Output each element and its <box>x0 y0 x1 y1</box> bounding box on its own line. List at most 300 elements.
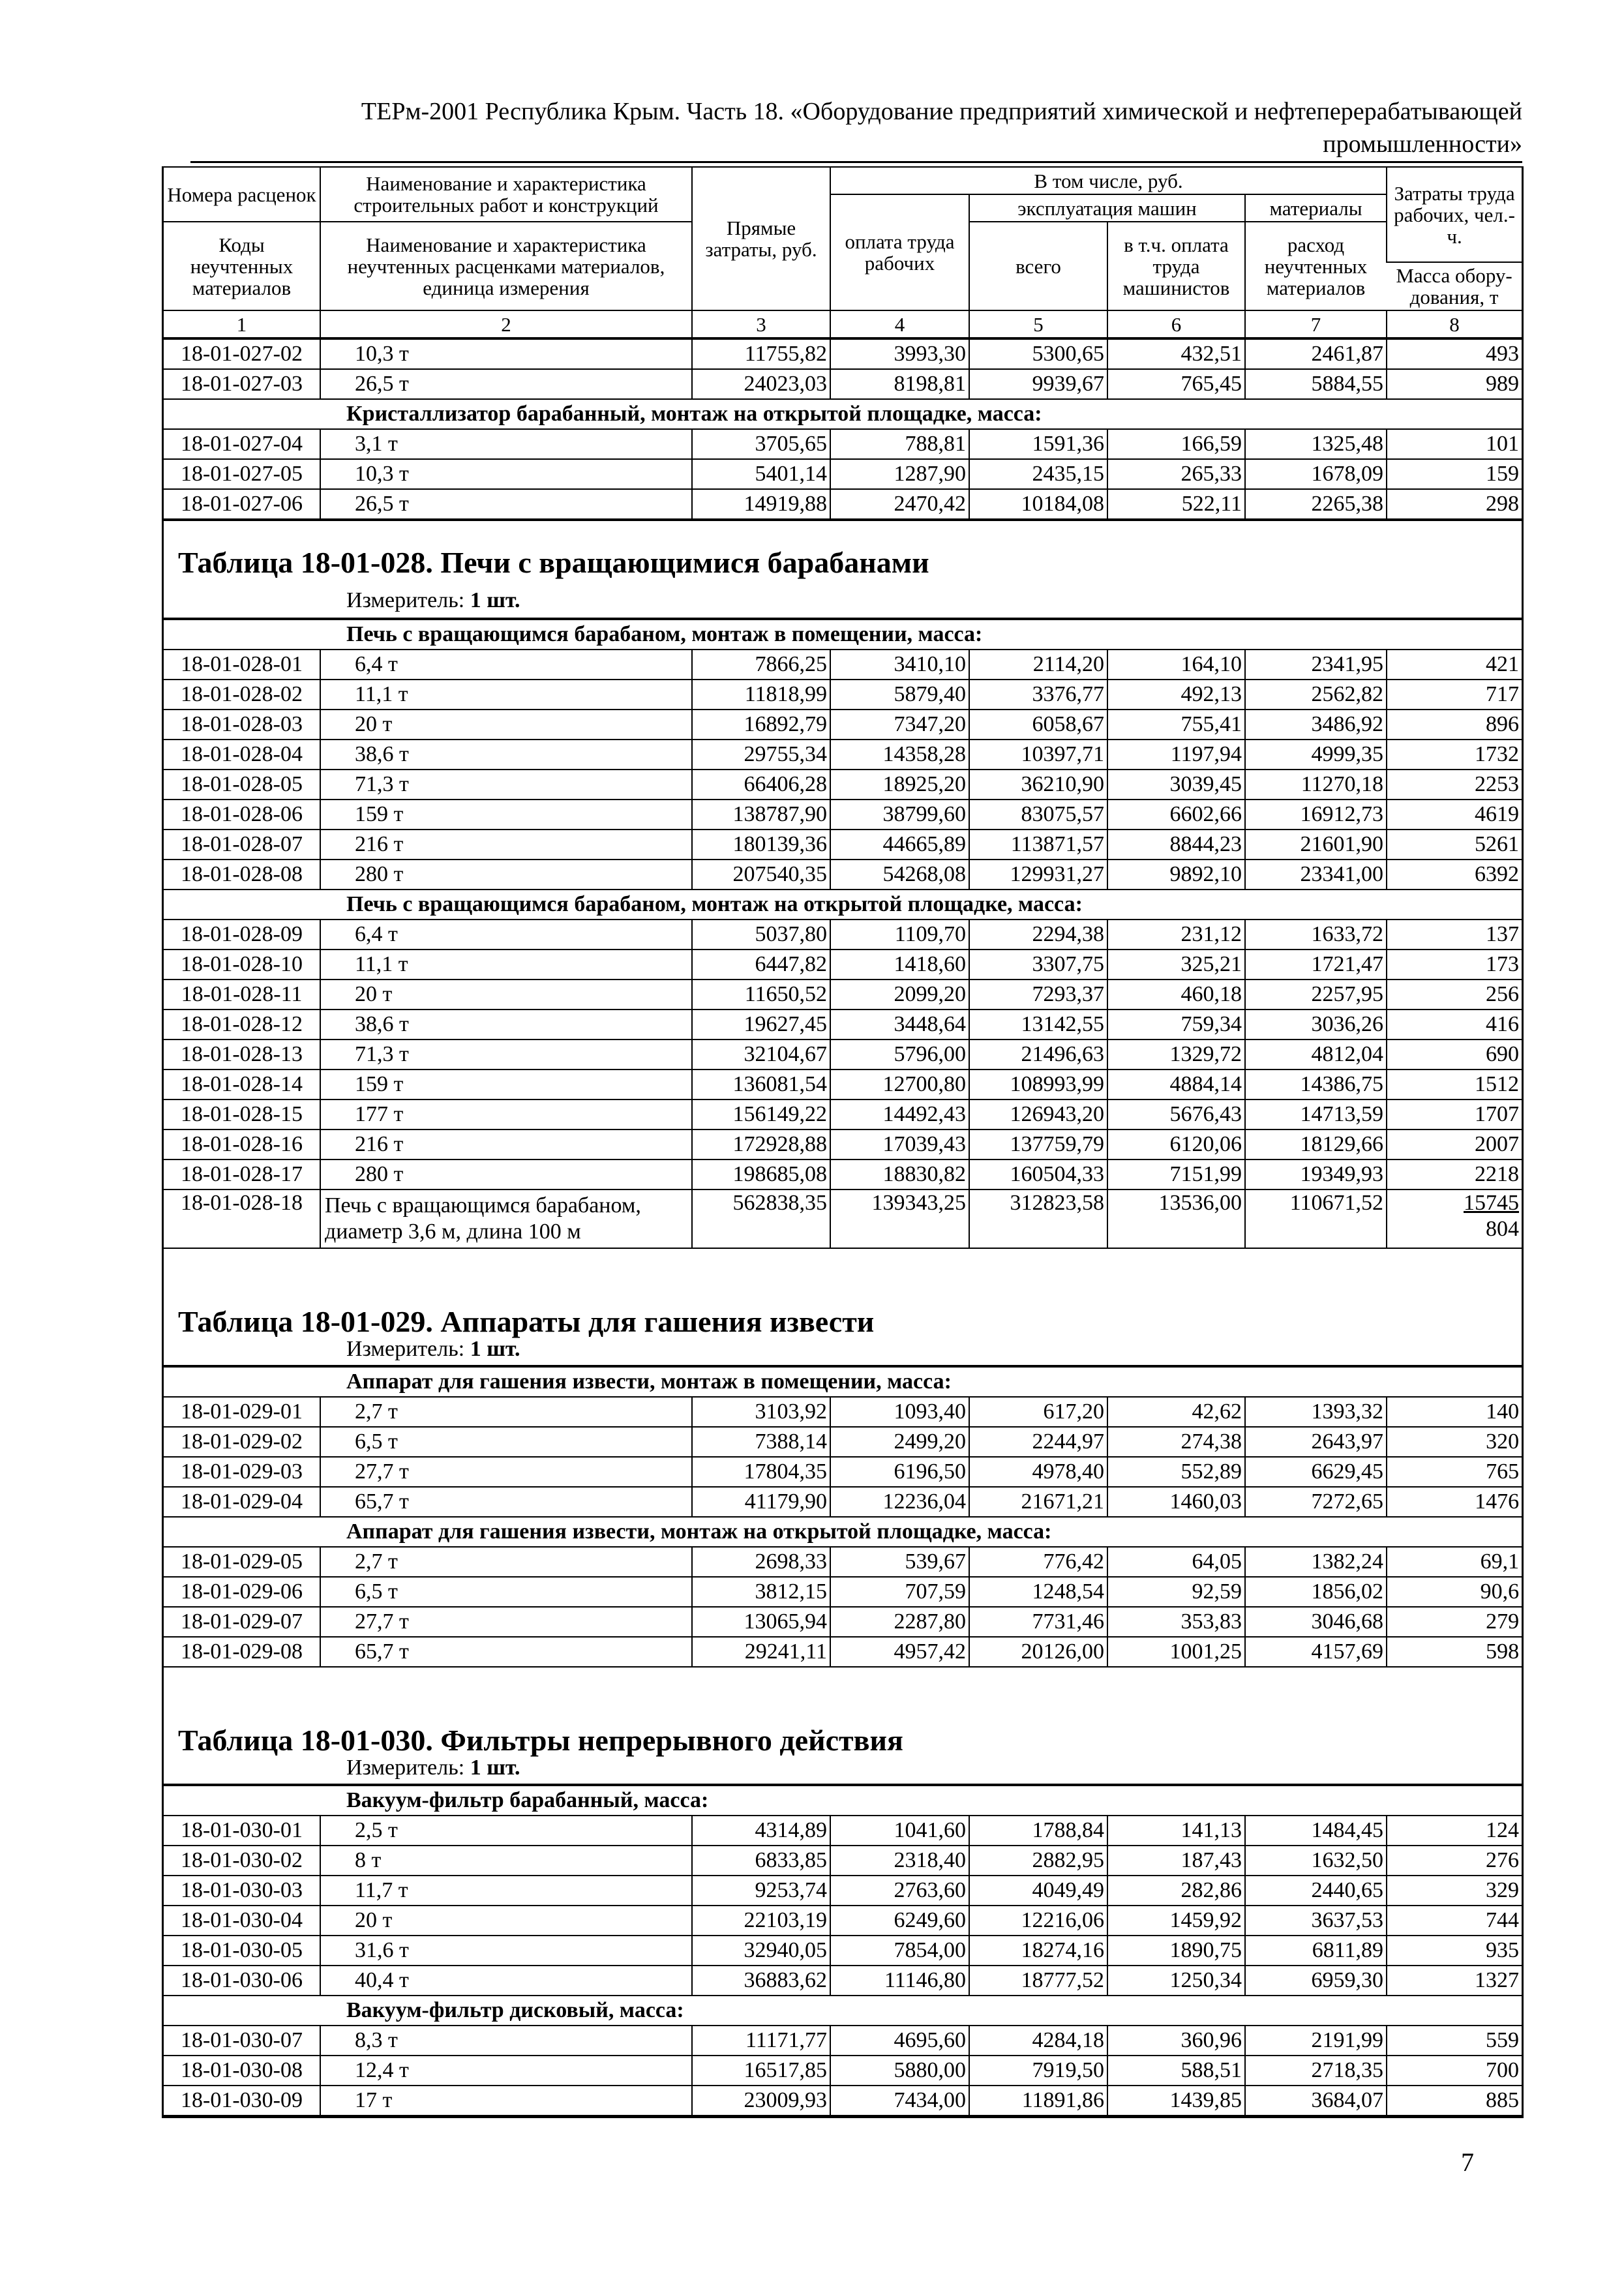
labor-hours: 2253 <box>1387 770 1522 800</box>
col-number: 8 <box>1387 310 1522 338</box>
table-title: Таблица 18-01-029. Аппараты для гашения извести <box>178 1305 875 1338</box>
machines-total: 83075,57 <box>969 800 1107 830</box>
table-row <box>164 2026 1522 2056</box>
table-row <box>164 2086 1522 2116</box>
rate-code: 18-01-028-09 <box>164 920 320 950</box>
labor-hours: 493 <box>1387 339 1522 369</box>
materials-cost: 6811,89 <box>1245 1936 1387 1966</box>
labor-hours: 690 <box>1387 1040 1522 1070</box>
materials-cost: 1393,32 <box>1245 1397 1387 1427</box>
machines-total: 18777,52 <box>969 1966 1107 1996</box>
rate-name: 65,7 т <box>320 1487 692 1517</box>
table-row <box>164 1876 1522 1906</box>
direct-cost: 198685,08 <box>692 1159 830 1189</box>
table-row <box>164 459 1522 489</box>
rate-code: 18-01-028-07 <box>164 830 320 860</box>
table-row <box>164 800 1522 830</box>
table-row <box>164 1100 1522 1130</box>
col-number: 5 <box>969 310 1107 338</box>
labor-pay: 7347,20 <box>830 710 969 740</box>
materials-cost: 2257,95 <box>1245 980 1387 1010</box>
rate-code: 18-01-029-01 <box>164 1397 320 1427</box>
col-materials-header: материалы <box>1245 194 1387 222</box>
direct-cost: 11818,99 <box>692 680 830 710</box>
materials-cost: 16912,73 <box>1245 800 1387 830</box>
subsection-title: Аппарат для гашения извести, монтаж на открытой площадке, масса: <box>164 1517 1522 1547</box>
machines-total: 10184,08 <box>969 489 1107 519</box>
materials-cost: 3036,26 <box>1245 1010 1387 1040</box>
rate-code: 18-01-029-02 <box>164 1427 320 1457</box>
direct-cost: 32940,05 <box>692 1936 830 1966</box>
measure-unit <box>346 1335 520 1364</box>
rate-code: 18-01-030-09 <box>164 2086 320 2116</box>
rate-name: 2,5 т <box>320 1816 692 1846</box>
rate-name: 280 т <box>320 1159 692 1189</box>
machinists-pay: 64,05 <box>1107 1547 1245 1577</box>
direct-cost: 19627,45 <box>692 1010 830 1040</box>
table-row <box>164 860 1522 890</box>
direct-cost: 23009,93 <box>692 2086 830 2116</box>
rate-name: 12,4 т <box>320 2056 692 2086</box>
machinists-pay: 141,13 <box>1107 1816 1245 1846</box>
materials-cost: 21601,90 <box>1245 830 1387 860</box>
labor-hours: 744 <box>1387 1906 1522 1936</box>
materials-cost: 2265,38 <box>1245 489 1387 519</box>
labor-hours: 421 <box>1387 650 1522 680</box>
materials-cost: 1382,24 <box>1245 1547 1387 1577</box>
rate-code: 18-01-027-02 <box>164 339 320 369</box>
machinists-pay: 4884,14 <box>1107 1070 1245 1100</box>
labor-hours: 173 <box>1387 950 1522 980</box>
rate-code: 18-01-029-07 <box>164 1607 320 1637</box>
labor-pay: 12700,80 <box>830 1070 969 1100</box>
machines-total: 21671,21 <box>969 1487 1107 1517</box>
direct-cost: 9253,74 <box>692 1876 830 1906</box>
rate-code: 18-01-028-03 <box>164 710 320 740</box>
rate-name: 6,5 т <box>320 1427 692 1457</box>
measure-unit <box>346 1754 520 1782</box>
rate-name: 177 т <box>320 1100 692 1130</box>
table-029-heading <box>164 1249 1522 1366</box>
col-4-header: оплата труда рабочих <box>830 194 969 310</box>
machinists-pay: 1197,94 <box>1107 740 1245 770</box>
subsection-title: Аппарат для гашения извести, монтаж в помещении, масса: <box>164 1367 1522 1397</box>
rate-code: 18-01-030-04 <box>164 1906 320 1936</box>
machines-total: 7919,50 <box>969 2056 1107 2086</box>
direct-cost: 562838,35 <box>692 1189 830 1248</box>
table-row <box>164 339 1522 369</box>
labor-pay: 4957,42 <box>830 1637 969 1667</box>
direct-cost: 5401,14 <box>692 459 830 489</box>
materials-cost: 3046,68 <box>1245 1607 1387 1637</box>
rate-name: 11,1 т <box>320 950 692 980</box>
machinists-pay: 432,51 <box>1107 339 1245 369</box>
table-row <box>164 830 1522 860</box>
rate-name: 20 т <box>320 710 692 740</box>
labor-hours: 90,6 <box>1387 1577 1522 1607</box>
col-1-bottom: Коды неучтенных материалов <box>164 222 320 310</box>
measure-value: 1 шт. <box>470 1337 520 1361</box>
materials-cost: 3684,07 <box>1245 2086 1387 2116</box>
labor-hours: 2218 <box>1387 1159 1522 1189</box>
machines-total: 1788,84 <box>969 1816 1107 1846</box>
labor-pay: 2287,80 <box>830 1607 969 1637</box>
col-number: 4 <box>830 310 969 338</box>
labor-hours: 989 <box>1387 369 1522 399</box>
direct-cost: 11650,52 <box>692 980 830 1010</box>
table-row <box>164 1906 1522 1936</box>
direct-cost: 32104,67 <box>692 1040 830 1070</box>
labor-pay: 7854,00 <box>830 1936 969 1966</box>
labor-pay: 5879,40 <box>830 680 969 710</box>
machines-total: 4978,40 <box>969 1457 1107 1487</box>
rate-name: 20 т <box>320 1906 692 1936</box>
labor-pay: 2470,42 <box>830 489 969 519</box>
direct-cost: 180139,36 <box>692 830 830 860</box>
labor-hours: 6392 <box>1387 860 1522 890</box>
direct-cost: 66406,28 <box>692 770 830 800</box>
machines-total: 108993,99 <box>969 1070 1107 1100</box>
materials-cost: 1325,48 <box>1245 429 1387 459</box>
table-row <box>164 369 1522 399</box>
machinists-pay: 360,96 <box>1107 2026 1245 2056</box>
rate-code: 18-01-028-08 <box>164 860 320 890</box>
rate-name: 280 т <box>320 860 692 890</box>
rate-name: 10,3 т <box>320 459 692 489</box>
labor-pay: 6196,50 <box>830 1457 969 1487</box>
rate-code: 18-01-029-05 <box>164 1547 320 1577</box>
labor-hours: 15745 <box>1464 1191 1519 1215</box>
subsection-title: Вакуум-фильтр барабанный, масса: <box>164 1786 1522 1816</box>
rate-name: 26,5 т <box>320 489 692 519</box>
labor-pay: 12236,04 <box>830 1487 969 1517</box>
labor-pay: 1418,60 <box>830 950 969 980</box>
labor-hours: 159 <box>1387 459 1522 489</box>
labor-pay: 3448,64 <box>830 1010 969 1040</box>
machines-total: 2435,15 <box>969 459 1107 489</box>
measure-unit <box>346 586 520 615</box>
labor-pay: 139343,25 <box>830 1189 969 1248</box>
labor-hours: 329 <box>1387 1876 1522 1906</box>
header-rule <box>190 161 1522 163</box>
labor-hours: 1512 <box>1387 1070 1522 1100</box>
labor-pay: 14358,28 <box>830 740 969 770</box>
labor-pay: 38799,60 <box>830 800 969 830</box>
rate-name: 27,7 т <box>320 1457 692 1487</box>
rate-name: 17 т <box>320 2086 692 2116</box>
rate-name: 216 т <box>320 1130 692 1159</box>
table-row <box>164 1397 1522 1427</box>
materials-cost: 2718,35 <box>1245 2056 1387 2086</box>
table-030-heading <box>164 1668 1522 1785</box>
rate-code: 18-01-030-07 <box>164 2026 320 2056</box>
labor-hours: 885 <box>1387 2086 1522 2116</box>
column-header-table <box>164 166 1522 338</box>
labor-hours: 1707 <box>1387 1100 1522 1130</box>
materials-cost: 1721,47 <box>1245 950 1387 980</box>
col-3-header: Прямые затраты, руб. <box>692 167 830 310</box>
direct-cost: 136081,54 <box>692 1070 830 1100</box>
direct-cost: 16517,85 <box>692 2056 830 2086</box>
machines-total: 11891,86 <box>969 2086 1107 2116</box>
direct-cost: 29755,34 <box>692 740 830 770</box>
direct-cost: 2698,33 <box>692 1547 830 1577</box>
labor-pay: 8198,81 <box>830 369 969 399</box>
machinists-pay: 1890,75 <box>1107 1936 1245 1966</box>
rate-code: 18-01-030-02 <box>164 1846 320 1876</box>
labor-pay: 14492,43 <box>830 1100 969 1130</box>
table-row <box>164 1040 1522 1070</box>
measure-label: Измеритель: <box>346 1337 470 1361</box>
materials-cost: 2440,65 <box>1245 1876 1387 1906</box>
rate-name: 10,3 т <box>320 339 692 369</box>
table-row <box>164 489 1522 519</box>
materials-cost: 4812,04 <box>1245 1040 1387 1070</box>
direct-cost: 24023,03 <box>692 369 830 399</box>
direct-cost: 7388,14 <box>692 1427 830 1457</box>
table-row <box>164 1130 1522 1159</box>
direct-cost: 172928,88 <box>692 1130 830 1159</box>
rate-name: 8 т <box>320 1846 692 1876</box>
machinists-pay: 1329,72 <box>1107 1040 1245 1070</box>
materials-cost: 2461,87 <box>1245 339 1387 369</box>
machines-total: 4049,49 <box>969 1876 1107 1906</box>
rate-code: 18-01-027-03 <box>164 369 320 399</box>
table-row <box>164 740 1522 770</box>
rate-code: 18-01-029-06 <box>164 1577 320 1607</box>
machines-total: 12216,06 <box>969 1906 1107 1936</box>
table-030 <box>164 1785 1522 2116</box>
materials-cost: 2562,82 <box>1245 680 1387 710</box>
machinists-pay: 1439,85 <box>1107 2086 1245 2116</box>
labor-hours: 717 <box>1387 680 1522 710</box>
direct-cost: 14919,88 <box>692 489 830 519</box>
labor-hours: 124 <box>1387 1816 1522 1846</box>
labor-hours: 137 <box>1387 920 1522 950</box>
direct-cost: 7866,25 <box>692 650 830 680</box>
labor-hours: 598 <box>1387 1637 1522 1667</box>
rate-code: 18-01-029-04 <box>164 1487 320 1517</box>
rate-code: 18-01-028-06 <box>164 800 320 830</box>
table-row <box>164 770 1522 800</box>
rate-code: 18-01-030-03 <box>164 1876 320 1906</box>
direct-cost: 207540,35 <box>692 860 830 890</box>
machines-total: 2244,97 <box>969 1427 1107 1457</box>
rate-name: 11,1 т <box>320 680 692 710</box>
table-row <box>164 1159 1522 1189</box>
machines-total: 4284,18 <box>969 2026 1107 2056</box>
rate-name: 11,7 т <box>320 1876 692 1906</box>
price-sheet <box>162 166 1524 2118</box>
rate-code: 18-01-030-08 <box>164 2056 320 2086</box>
table-row <box>164 1070 1522 1100</box>
materials-cost: 14386,75 <box>1245 1070 1387 1100</box>
labor-hours: 279 <box>1387 1607 1522 1637</box>
machinists-pay: 164,10 <box>1107 650 1245 680</box>
machinists-pay: 325,21 <box>1107 950 1245 980</box>
col-number: 2 <box>320 310 692 338</box>
col-number: 6 <box>1107 310 1245 338</box>
materials-cost: 18129,66 <box>1245 1130 1387 1159</box>
direct-cost: 29241,11 <box>692 1637 830 1667</box>
labor-pay: 1109,70 <box>830 920 969 950</box>
labor-pay: 2763,60 <box>830 1876 969 1906</box>
rate-name: 2,7 т <box>320 1397 692 1427</box>
labor-pay: 44665,89 <box>830 830 969 860</box>
rate-code: 18-01-028-14 <box>164 1070 320 1100</box>
labor-pay: 4695,60 <box>830 2026 969 2056</box>
machines-total: 126943,20 <box>969 1100 1107 1130</box>
direct-cost: 4314,89 <box>692 1816 830 1846</box>
rate-code: 18-01-030-06 <box>164 1966 320 1996</box>
rate-code: 18-01-028-05 <box>164 770 320 800</box>
rate-name: Печь с вращающимся барабаном, диаметр 3,6 м, длина 100 м <box>320 1189 692 1248</box>
labor-hours: 935 <box>1387 1936 1522 1966</box>
rate-code: 18-01-029-03 <box>164 1457 320 1487</box>
materials-cost: 1633,72 <box>1245 920 1387 950</box>
machinists-pay: 7151,99 <box>1107 1159 1245 1189</box>
labor-pay: 11146,80 <box>830 1966 969 1996</box>
machines-total: 617,20 <box>969 1397 1107 1427</box>
machinists-pay: 5676,43 <box>1107 1100 1245 1130</box>
labor-hours: 256 <box>1387 980 1522 1010</box>
table-row <box>164 1547 1522 1577</box>
machinists-pay: 588,51 <box>1107 2056 1245 2086</box>
labor-hours: 101 <box>1387 429 1522 459</box>
rate-code: 18-01-028-13 <box>164 1040 320 1070</box>
rate-code: 18-01-028-18 <box>164 1189 320 1248</box>
rate-code: 18-01-027-05 <box>164 459 320 489</box>
rate-name: 38,6 т <box>320 1010 692 1040</box>
labor-and-mass <box>1387 1189 1522 1248</box>
rate-name: 6,4 т <box>320 650 692 680</box>
materials-cost: 1484,45 <box>1245 1816 1387 1846</box>
table-029 <box>164 1366 1522 1668</box>
table-row <box>164 1607 1522 1637</box>
labor-pay: 788,81 <box>830 429 969 459</box>
labor-hours: 700 <box>1387 2056 1522 2086</box>
machinists-pay: 1459,92 <box>1107 1906 1245 1936</box>
rate-name: 159 т <box>320 1070 692 1100</box>
measure-label: Измеритель: <box>346 1756 470 1780</box>
materials-cost: 2341,95 <box>1245 650 1387 680</box>
machines-total: 20126,00 <box>969 1637 1107 1667</box>
materials-cost: 7272,65 <box>1245 1487 1387 1517</box>
rate-name: 71,3 т <box>320 1040 692 1070</box>
machines-total: 113871,57 <box>969 830 1107 860</box>
table-row <box>164 1846 1522 1876</box>
table-row <box>164 950 1522 980</box>
machinists-pay: 8844,23 <box>1107 830 1245 860</box>
direct-cost: 3103,92 <box>692 1397 830 1427</box>
labor-pay: 7434,00 <box>830 2086 969 2116</box>
direct-cost: 17804,35 <box>692 1457 830 1487</box>
col-2-bottom: Наименование и характеристика неучтенных расценками материалов, единица измерения <box>320 222 692 310</box>
labor-pay: 3993,30 <box>830 339 969 369</box>
machines-total: 2882,95 <box>969 1846 1107 1876</box>
labor-hours: 5261 <box>1387 830 1522 860</box>
labor-pay: 18925,20 <box>830 770 969 800</box>
rate-name: 65,7 т <box>320 1637 692 1667</box>
machinists-pay: 522,11 <box>1107 489 1245 519</box>
labor-pay: 2099,20 <box>830 980 969 1010</box>
machines-total: 21496,63 <box>969 1040 1107 1070</box>
col-machines-header: эксплуатация машин <box>969 194 1245 222</box>
materials-cost: 1632,50 <box>1245 1846 1387 1876</box>
subsection-title: Вакуум-фильтр дисковый, масса: <box>164 1996 1522 2026</box>
rate-code: 18-01-027-06 <box>164 489 320 519</box>
table-title: Таблица 18-01-030. Фильтры непрерывного действия <box>178 1724 903 1757</box>
page-header <box>175 95 1522 160</box>
machinists-pay: 755,41 <box>1107 710 1245 740</box>
direct-cost: 36883,62 <box>692 1966 830 1996</box>
machines-total: 1248,54 <box>969 1577 1107 1607</box>
labor-hours: 559 <box>1387 2026 1522 2056</box>
machinists-pay: 166,59 <box>1107 429 1245 459</box>
labor-pay: 1287,90 <box>830 459 969 489</box>
rate-name: 3,1 т <box>320 429 692 459</box>
labor-hours: 4619 <box>1387 800 1522 830</box>
col-number: 1 <box>164 310 320 338</box>
machinists-pay: 552,89 <box>1107 1457 1245 1487</box>
materials-cost: 6959,30 <box>1245 1966 1387 1996</box>
subsection-title: Печь с вращающимся барабаном, монтаж на открытой площадке, масса: <box>164 890 1522 920</box>
table-row <box>164 1936 1522 1966</box>
machinists-pay: 42,62 <box>1107 1397 1245 1427</box>
machines-total: 2294,38 <box>969 920 1107 950</box>
direct-cost: 22103,19 <box>692 1906 830 1936</box>
machines-total: 3376,77 <box>969 680 1107 710</box>
machines-total: 137759,79 <box>969 1130 1107 1159</box>
rate-code: 18-01-030-01 <box>164 1816 320 1846</box>
labor-pay: 1093,40 <box>830 1397 969 1427</box>
subsection-title: Кристаллизатор барабанный, монтаж на открытой площадке, масса: <box>164 399 1522 429</box>
labor-hours: 320 <box>1387 1427 1522 1457</box>
machinists-pay: 3039,45 <box>1107 770 1245 800</box>
table-row <box>164 429 1522 459</box>
direct-cost: 5037,80 <box>692 920 830 950</box>
machines-total: 2114,20 <box>969 650 1107 680</box>
labor-hours: 1476 <box>1387 1487 1522 1517</box>
direct-cost: 11171,77 <box>692 2026 830 2056</box>
machines-total: 160504,33 <box>969 1159 1107 1189</box>
table-title: Таблица 18-01-028. Печи с вращающимися барабанами <box>178 546 929 579</box>
rate-name: 159 т <box>320 800 692 830</box>
equipment-mass: 804 <box>1486 1217 1519 1241</box>
rate-name: 26,5 т <box>320 369 692 399</box>
labor-pay: 6249,60 <box>830 1906 969 1936</box>
machinists-pay: 231,12 <box>1107 920 1245 950</box>
machines-total: 312823,58 <box>969 1189 1107 1248</box>
rate-code: 18-01-028-17 <box>164 1159 320 1189</box>
labor-hours: 765 <box>1387 1457 1522 1487</box>
rate-name: 71,3 т <box>320 770 692 800</box>
col-2-top: Наименование и характеристика строительных работ и конструкций <box>320 167 692 222</box>
col-8-top: Затраты труда рабочих, чел.-ч. <box>1387 167 1522 262</box>
materials-cost: 2643,97 <box>1245 1427 1387 1457</box>
direct-cost: 16892,79 <box>692 710 830 740</box>
machines-total: 9939,67 <box>969 369 1107 399</box>
table-row <box>164 1010 1522 1040</box>
labor-pay: 539,67 <box>830 1547 969 1577</box>
table-row <box>164 1457 1522 1487</box>
block-18-01-027-table <box>164 338 1522 520</box>
materials-cost: 1678,09 <box>1245 459 1387 489</box>
labor-pay: 3410,10 <box>830 650 969 680</box>
labor-hours: 69,1 <box>1387 1547 1522 1577</box>
machines-total: 7293,37 <box>969 980 1107 1010</box>
labor-hours: 1327 <box>1387 1966 1522 1996</box>
